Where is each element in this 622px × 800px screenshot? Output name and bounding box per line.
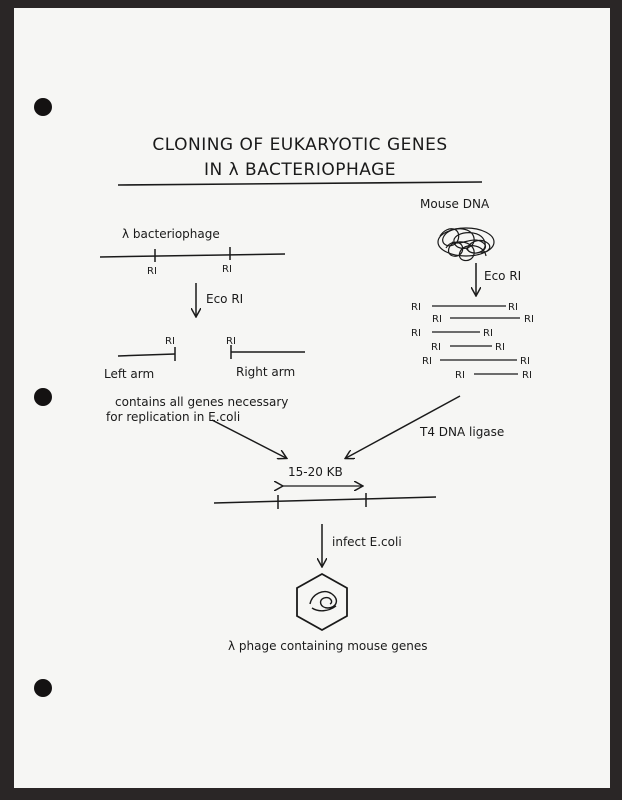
arm-note-line-2: for replication in E.coli: [106, 410, 241, 424]
phage-particle-icon: [297, 574, 347, 630]
title-underline: [118, 182, 482, 185]
mouse-enzyme-label: Eco RI: [484, 269, 522, 283]
arms-to-ligation-arrow: [212, 420, 286, 458]
infect-label: infect E.coli: [332, 535, 402, 549]
fragment-left-site: RI: [411, 328, 421, 339]
fragment-left-site: RI: [431, 342, 441, 353]
fragment-right-site: RI: [522, 370, 532, 381]
fragment-left-site: RI: [422, 356, 432, 367]
fragment-right-site: RI: [508, 302, 518, 313]
mouse-fragment: [432, 314, 534, 325]
right-arm-label: Right arm: [236, 365, 296, 379]
fragment-right-site: RI: [495, 342, 505, 353]
left-arm-line: [118, 354, 175, 356]
title-line-2: IN λ BACTERIOPHAGE: [203, 160, 397, 180]
fragment-right-site: RI: [520, 356, 530, 367]
mouse-fragment: [422, 356, 530, 367]
mouse-fragment: [431, 342, 505, 353]
mouse-fragment: [411, 328, 493, 339]
recombinant-dna-line: [214, 497, 436, 503]
mouse-dna-tangle: [438, 228, 494, 261]
insert-size-label: 15-20 KB: [288, 465, 343, 479]
phage-label: λ bacteriophage: [122, 227, 220, 241]
title-line-1: CLONING OF EUKARYOTIC GENES: [152, 135, 448, 155]
left-arm-label: Left arm: [104, 367, 155, 381]
mouse-fragment: [455, 370, 532, 381]
fragment-left-site: RI: [411, 302, 421, 313]
phage-site-1-label: RI: [147, 266, 157, 277]
left-arm-site-label: RI: [165, 336, 175, 347]
phage-dna-line: [100, 254, 285, 257]
fragment-right-site: RI: [524, 314, 534, 325]
phage-enzyme-label: Eco RI: [206, 292, 244, 306]
mouse-fragment: [411, 302, 518, 313]
fragment-left-site: RI: [455, 370, 465, 381]
fragment-left-site: RI: [432, 314, 442, 325]
arm-note-line-1: contains all genes necessary: [115, 395, 289, 409]
right-arm-site-label: RI: [226, 336, 236, 347]
ligase-label: T4 DNA ligase: [420, 425, 505, 439]
fragment-right-site: RI: [483, 328, 493, 339]
mouse-dna-label: Mouse DNA: [420, 197, 490, 211]
phage-site-2-label: RI: [222, 264, 232, 275]
result-label: λ phage containing mouse genes: [228, 639, 428, 653]
